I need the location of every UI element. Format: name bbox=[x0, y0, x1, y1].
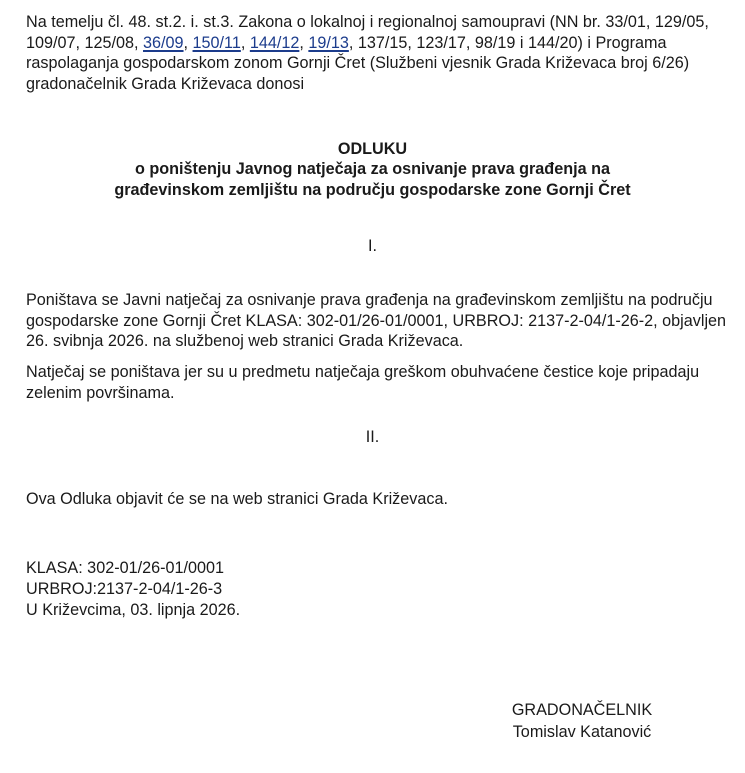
place-date-line: U Križevcima, 03. lipnja 2026. bbox=[26, 601, 241, 619]
intro-paragraph: Na temelju čl. 48. st.2. i. st.3. Zakona o lokalnoj i regionalnoj samoupravi (NN br. 33/01, 129/05, 109/07, 125/08, 36/09, 150/11, 144/12, 19/13, 137/15, 123/17, 98/19 i 144/20) i Programa raspolaganja gospodarskom zonom Gornji Čret (Službeni vjesnik Grada Križevaca broj 6/26) gradonačelnik Grada Križevaca donosi bbox=[26, 13, 709, 93]
signature-name: Tomislav Katanović bbox=[512, 723, 652, 741]
urbroj-line: URBROJ:2137-2-04/1-26-3 bbox=[26, 580, 223, 598]
section-2-paragraph-1: Ova Odluka objavit će se na web stranici Grada Križevaca. bbox=[26, 490, 448, 508]
section-1-paragraph-2: Natječaj se poništava jer su u predmetu natječaja greškom obuhvaćene čestice koje pripadaju zelenim površinama. bbox=[26, 363, 700, 402]
decision-subtitle-line-1: o poništenju Javnog natječaja za osnivanje prava građenja na bbox=[135, 160, 610, 178]
decision-subtitle-line-2: građevinskom zemljištu na području gospodarske zone Gornji Čret bbox=[114, 181, 631, 199]
intro-text-start: Na temelju čl. 48. st.2. i. st.3. Zakona o lokalnoj i regionalnoj samoupravi (NN br. 33/01, 129/05, 109/07, 125/08, bbox=[26, 13, 709, 52]
intro-text-end: , 137/15, 123/17, 98/19 i 144/20) i Programa raspolaganja gospodarskom zonom Gornji Čret (Službeni vjesnik Grada Križevaca broj 6/26) gradonačelnik Grada Križevaca donosi bbox=[26, 33, 690, 93]
klasa-line: KLASA: 302-01/26-01/0001 bbox=[26, 559, 224, 577]
gazette-link-36-09[interactable]: 36/09 bbox=[143, 33, 184, 52]
section-numeral-2: II. bbox=[365, 428, 380, 446]
decision-title: ODLUKU bbox=[337, 140, 408, 158]
gazette-link-19-13[interactable]: 19/13 bbox=[308, 33, 349, 52]
gazette-link-150-11[interactable]: 150/11 bbox=[192, 33, 241, 52]
section-1-paragraph-1: Poništava se Javni natječaj za osnivanje prava građenja na građevinskom zemljištu na području gospodarske zone Gornji Čret KLASA: 302-01/26-01/0001, URBROJ: 2137-2-04/1-26-2, objavljen 26. svibnja 2026. na službenoj web stranici Grada Križevaca. bbox=[26, 291, 727, 350]
section-numeral-1: I. bbox=[368, 237, 377, 255]
gazette-link-144-12[interactable]: 144/12 bbox=[249, 33, 300, 52]
signature-title: GRADONAČELNIK bbox=[511, 701, 653, 719]
